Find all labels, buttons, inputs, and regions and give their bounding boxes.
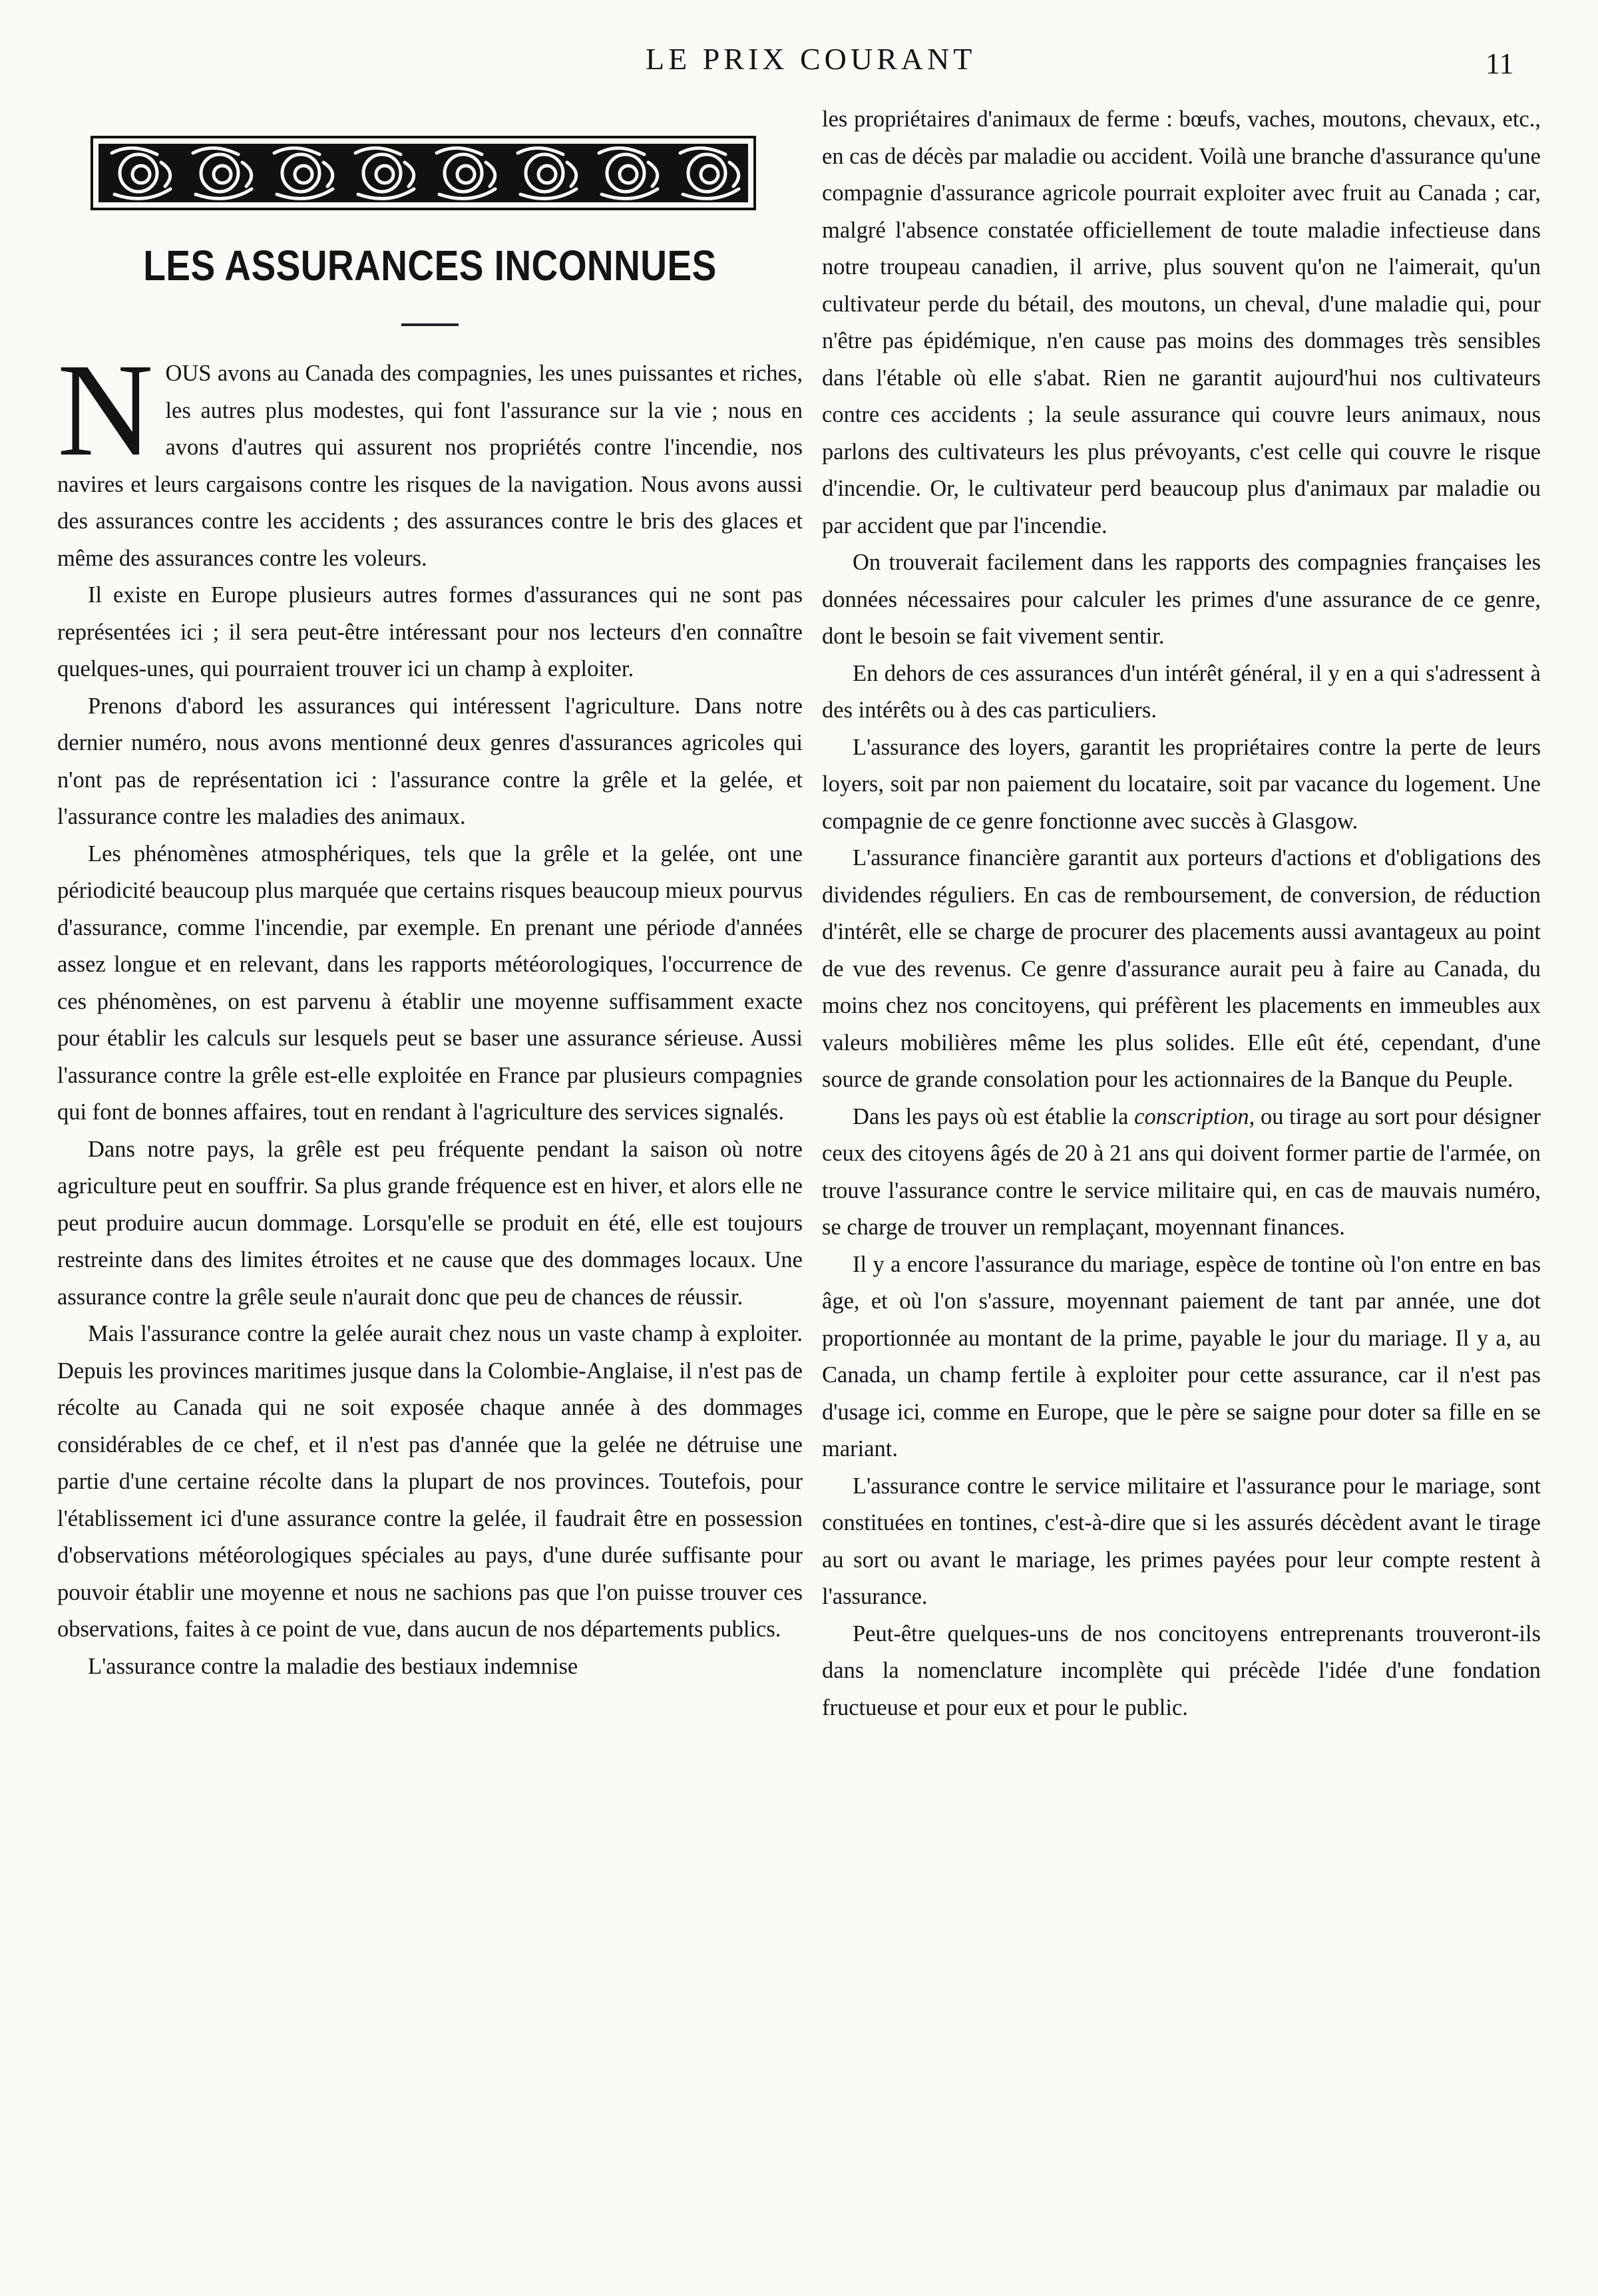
title-rule [401,323,459,326]
paragraph-6: Mais l'assurance contre la gelée aurait chez nous un vaste champ à exploiter. Depuis les provinces maritimes jusque dans la Colombie-Anglaise, il n'est pas de récolte au Canada qui ne soit exposée chaque année à des dommages considérables de ce chef, et il n'est pas d'année que la gelée ne détruise une partie d'une certaine récolte dans la plupart de nos provinces. Toutefois, pour l'établissement ici d'une assurance contre la gelée, il faudrait être en possession d'observations météorologiques spéciales au pays, d'une durée suffisante pour pouvoir établir une moyenne et nous ne sachions pas que l'on puisse trouver ces observations, faites à ce point de vue, dans aucun de nos départements publics. [57,1321,803,1642]
paragraph-4: Les phénomènes atmosphériques, tels que la grêle et la gelée, ont une périodicité beaucoup plus marquée que certains risques beaucoup mieux pourvus d'assurance, comme l'incendie, par exemple. En prenant une période d'années assez longue et en relevant, dans les rapports météorologiques, l'occurrence de ces phénomènes, on est parvenu à établir une moyenne suffisamment exacte pour établir les calculs sur lesquels peut se baser une assurance sérieuse. Aussi l'assurance contre la grêle est-elle exploitée en France par plusieurs compagnies qui font de bonnes affaires, tout en rendant à l'agriculture des services signalés. [57,841,803,1125]
paragraph-1 [57,337,803,577]
right-column [822,101,1541,1726]
paragraph-5: Dans notre pays, la grêle est peu fréquente pendant la saison où notre agriculture peut en souffrir. Sa plus grande fréquence est en hiver, et alors elle ne peut produire aucun dommage. Lorsqu'elle se produit en été, elle est toujours restreinte dans des limites étroites et ne cause que des dommages locaux. Une assurance contre la grêle seule n'aurait donc que peu de chances de réussir. [57,1136,803,1310]
paragraph-12-before: Dans les pays où est établie la [853,1103,1129,1129]
lead-in: OUS [165,361,212,386]
paragraph-12-emphasis: conscription [1134,1103,1249,1129]
drop-cap: N [57,337,154,484]
paragraph-9: En dehors de ces assurances d'un intérêt général, il y en a qui s'adressent à des intérêts ou à des cas particuliers. [822,660,1541,723]
paragraph-11: L'assurance financière garantit aux porteurs d'actions et d'obligations des dividendes réguliers. En cas de remboursement, de conversion, de réduction d'intérêt, elle se charge de procurer des placements aussi avantageux au point de vue des revenus. Ce genre d'assurance aurait peu à faire au Canada, du moins chez nos concitoyens, qui préfèrent les placements en immeubles aux valeurs mobilières même les plus solides. Elle eût été, cependant, d'une source de grande consolation pour les actionnaires de la Banque du Peuple. [822,845,1541,1092]
paragraph-15: Peut-être quelques-uns de nos concitoyens entreprenants trouveront-ils dans la nomenclature incomplète qui précède l'idée d'une fondation fructueuse et pour eux et pour le public. [822,1621,1541,1720]
publication-title: LE PRIX COURANT [646,42,976,76]
article-title: LES ASSURANCES INCONNUES [143,242,717,289]
paragraph-1-text: avons au Canada des compagnies, les unes puissantes et riches, les autres plus modestes, qui font l'assurance sur la vie ; nous en avons d'autres qui assurent nos propriétés contre l'incendie, nos navires et leurs cargaisons contre les risques de la navigation. Nous avons aussi des assurances contre les accidents ; des assurances contre le bris des glaces et même des assurances contre les voleurs. [57,361,803,571]
paragraph-12 [822,1099,1541,1246]
left-column [57,108,803,1685]
page-number: 11 [1486,47,1514,80]
paragraph-7-start: L'assurance contre la maladie des bestiaux indemnise [88,1653,578,1679]
ornamental-headpiece-icon [91,136,756,210]
paragraph-7-continued: les propriétaires d'animaux de ferme : bœufs, vaches, moutons, chevaux, etc., en cas de décès par maladie ou accident. Voilà une branche d'assurance qu'une compagnie d'assurance agricole pourrait exploiter avec fruit au Canada ; car, malgré l'absence constatée officiellement de toute maladie infectieuse dans notre troupeau canadien, il arrive, plus souvent qu'on ne l'aimerait, qu'un cultivateur perde du bétail, des moutons, un cheval, d'une maladie qui, pour n'être pas épidémique, n'en cause pas moins des dommages très sensibles dans l'étable où elle s'abat. Rien ne garantit aujourd'hui nos cultivateurs contre ces accidents ; la seule assurance qui couvre leurs animaux, nous parlons des cultivateurs les plus prévoyants, c'est celle qui couvre le risque d'incendie. Or, le cultivateur perd beaucoup plus d'animaux par maladie ou par accident que par l'incendie. [822,106,1541,538]
paragraph-2: Il existe en Europe plusieurs autres formes d'assurances qui ne sont pas représentées ici ; il sera peut-être intéressant pour nos lecteurs d'en connaître quelques-unes, qui pourraient trouver ici un champ à exploiter. [57,582,803,681]
paragraph-8: On trouverait facilement dans les rapports des compagnies françaises les données nécessaires pour calculer les primes d'une assurance de ce genre, dont le besoin se fait vivement sentir. [822,550,1541,649]
paragraph-12-after: , ou tirage au sort pour désigner ceux des citoyens âgés de 20 à 21 ans qui doivent former partie de l'armée, on trouve l'assurance contre le service militaire qui, en cas de mauvais numéro, se charge de trouver un remplaçant, moyennant finances. [822,1103,1541,1240]
paragraph-13: Il y a encore l'assurance du mariage, espèce de tontine où l'on entre en bas âge, et où l'on s'assure, moyennant paiement de tant par année, une dot proportionnée au montant de la prime, payable le jour du mariage. Il y a, au Canada, un champ fertile à exploiter pour cette assurance, car il n'est pas d'usage ici, comme en Europe, que le père se saigne pour doter sa fille en se mariant. [822,1251,1541,1461]
paragraph-10: L'assurance des loyers, garantit les propriétaires contre la perte de leurs loyers, soit par non paiement du locataire, soit par vacance du logement. Une compagnie de ce genre fonctionne avec succès à Glasgow. [822,734,1541,834]
paragraph-3: Prenons d'abord les assurances qui intéressent l'agriculture. Dans notre dernier numéro, nous avons mentionné deux genres d'assurances agricoles qui n'ont pas de représentation ici : l'assurance contre la grêle et la gelée, et l'assurance contre les maladies des animaux. [57,693,803,829]
paragraph-14: L'assurance contre le service militaire et l'assurance pour le mariage, sont constituées en tontines, c'est-à-dire que si les assurés décèdent avant le tirage au sort ou avant le mariage, les primes payées pour leur compte restent à l'assurance. [822,1473,1541,1609]
running-header [0,41,1598,81]
